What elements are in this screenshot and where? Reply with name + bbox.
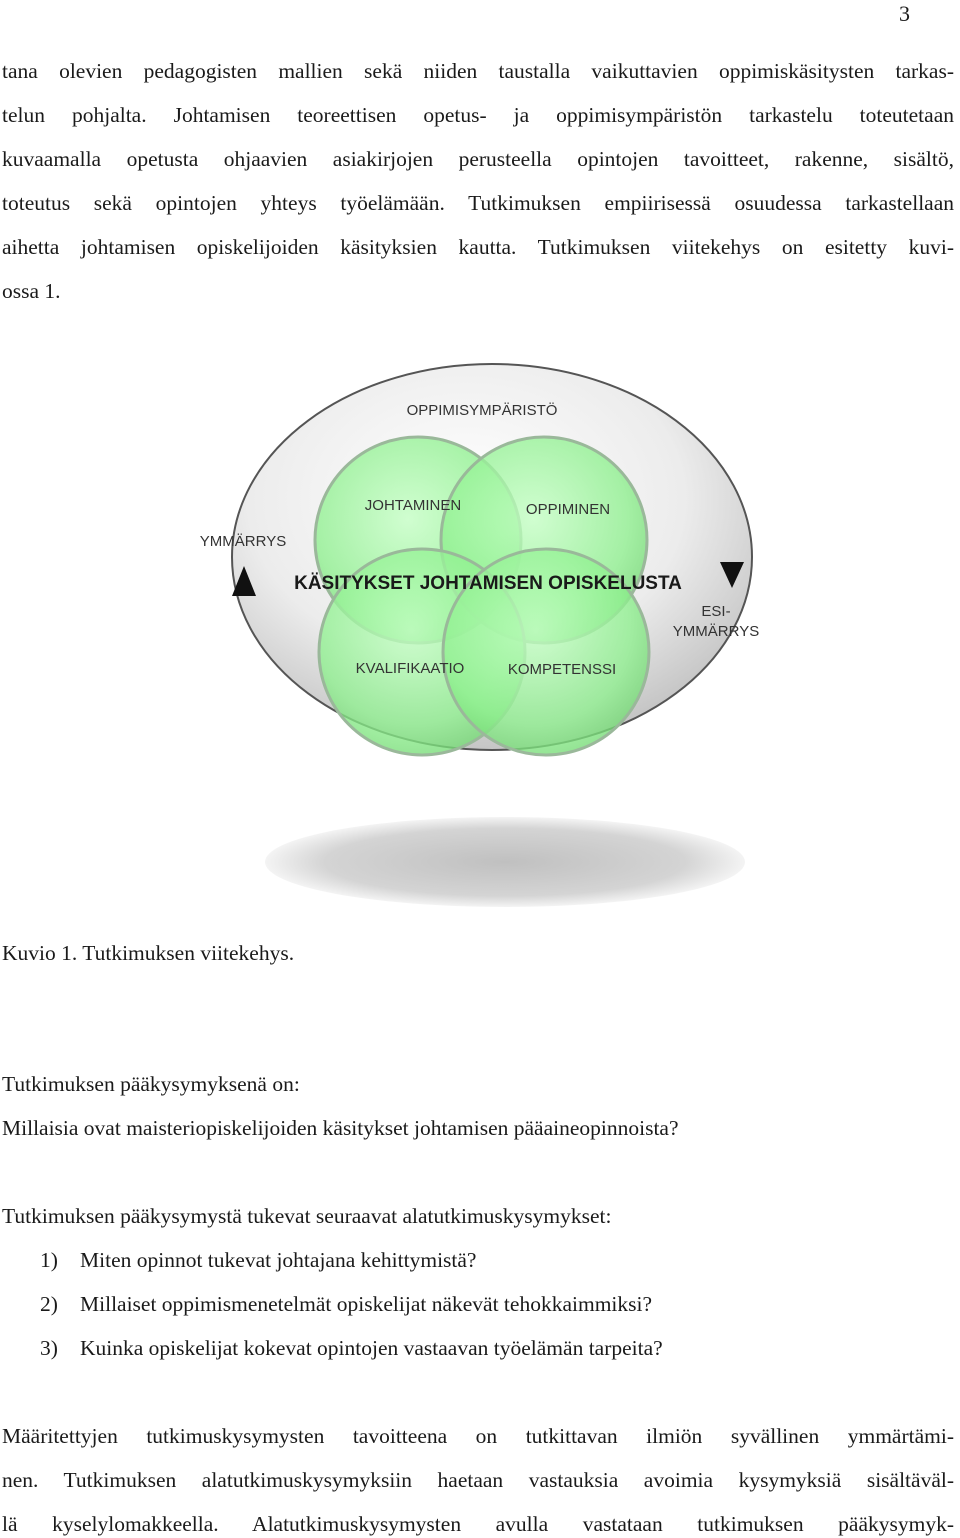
page-number: 3 xyxy=(899,1,910,26)
figure-shadow xyxy=(265,817,745,907)
intro-line: kuvaamalla opetusta ohjaavien asiakirjojen perusteella opintojen tavoitteet, rakenne, sisältö, xyxy=(2,147,954,171)
figure-caption: Kuvio 1. Tutkimuksen viitekehys. xyxy=(2,941,295,965)
label-ymmarrys: YMMÄRRYS xyxy=(199,533,287,550)
list-item-text: Millaiset oppimismenetelmät opiskelijat näkevät tehokkaimmiksi? xyxy=(80,1292,653,1316)
subquestions-intro: Tutkimuksen pääkysymystä tukevat seuraavat alatutkimuskysymykset: xyxy=(2,1204,612,1228)
label-kvalifikaatio: KVALIFIKAATIO xyxy=(355,660,465,677)
framework-figure xyxy=(180,355,790,925)
intro-line: ossa 1. xyxy=(2,279,61,303)
intro-line: aihetta johtamisen opiskelijoiden käsityksien kautta. Tutkimuksen viitekehys on esitetty kuvi- xyxy=(2,235,954,259)
list-item-text: Kuinka opiskelijat kokevat opintojen vastaavan työelämän tarpeita? xyxy=(80,1336,663,1360)
label-esiymmarrys-1: ESI- xyxy=(701,603,731,620)
label-kompetenssi: KOMPETENSSI xyxy=(507,661,617,678)
intro-line: telun pohjalta. Johtamisen teoreettisen opetus- ja oppimisympäristön tarkastelu toteutetaan xyxy=(2,103,954,127)
list-item-number: 1) xyxy=(40,1248,58,1272)
closing-line: lä kyselylomakkeella. Alatutkimuskysymysten avulla vastataan tutkimuksen pääkysymyk- xyxy=(2,1512,954,1536)
label-oppimisymparisto: OPPIMISYMPÄRISTÖ xyxy=(406,402,558,419)
closing-line: nen. Tutkimuksen alatutkimuskysymyksiin haetaan vastauksia avoimia kysymyksiä sisältäväl- xyxy=(2,1468,954,1492)
main-question: Millaisia ovat maisteriopiskelijoiden käsitykset johtamisen pääaineopinnoista? xyxy=(2,1116,679,1140)
label-esiymmarrys-2: YMMÄRRYS xyxy=(672,623,760,640)
list-item-text: Miten opinnot tukevat johtajana kehittymistä? xyxy=(80,1248,477,1272)
label-oppiminen: OPPIMINEN xyxy=(525,501,611,518)
list-item-number: 2) xyxy=(40,1292,58,1316)
list-item-number: 3) xyxy=(40,1336,58,1360)
label-johtaminen: JOHTAMINEN xyxy=(364,497,462,514)
figure-center-title: KÄSITYKSET JOHTAMISEN OPISKELUSTA xyxy=(294,573,682,594)
closing-line: Määritettyjen tutkimuskysymysten tavoitteena on tutkittavan ilmiön syvällinen ymmärtämi- xyxy=(2,1424,954,1448)
main-question-intro: Tutkimuksen pääkysymyksenä on: xyxy=(2,1072,300,1096)
intro-line: tana olevien pedagogisten mallien sekä niiden taustalla vaikuttavien oppimiskäsitysten tarkas- xyxy=(2,59,954,83)
intro-line: toteutus sekä opintojen yhteys työelämään. Tutkimuksen empiirisessä osuudessa tarkastellaan xyxy=(2,191,954,215)
